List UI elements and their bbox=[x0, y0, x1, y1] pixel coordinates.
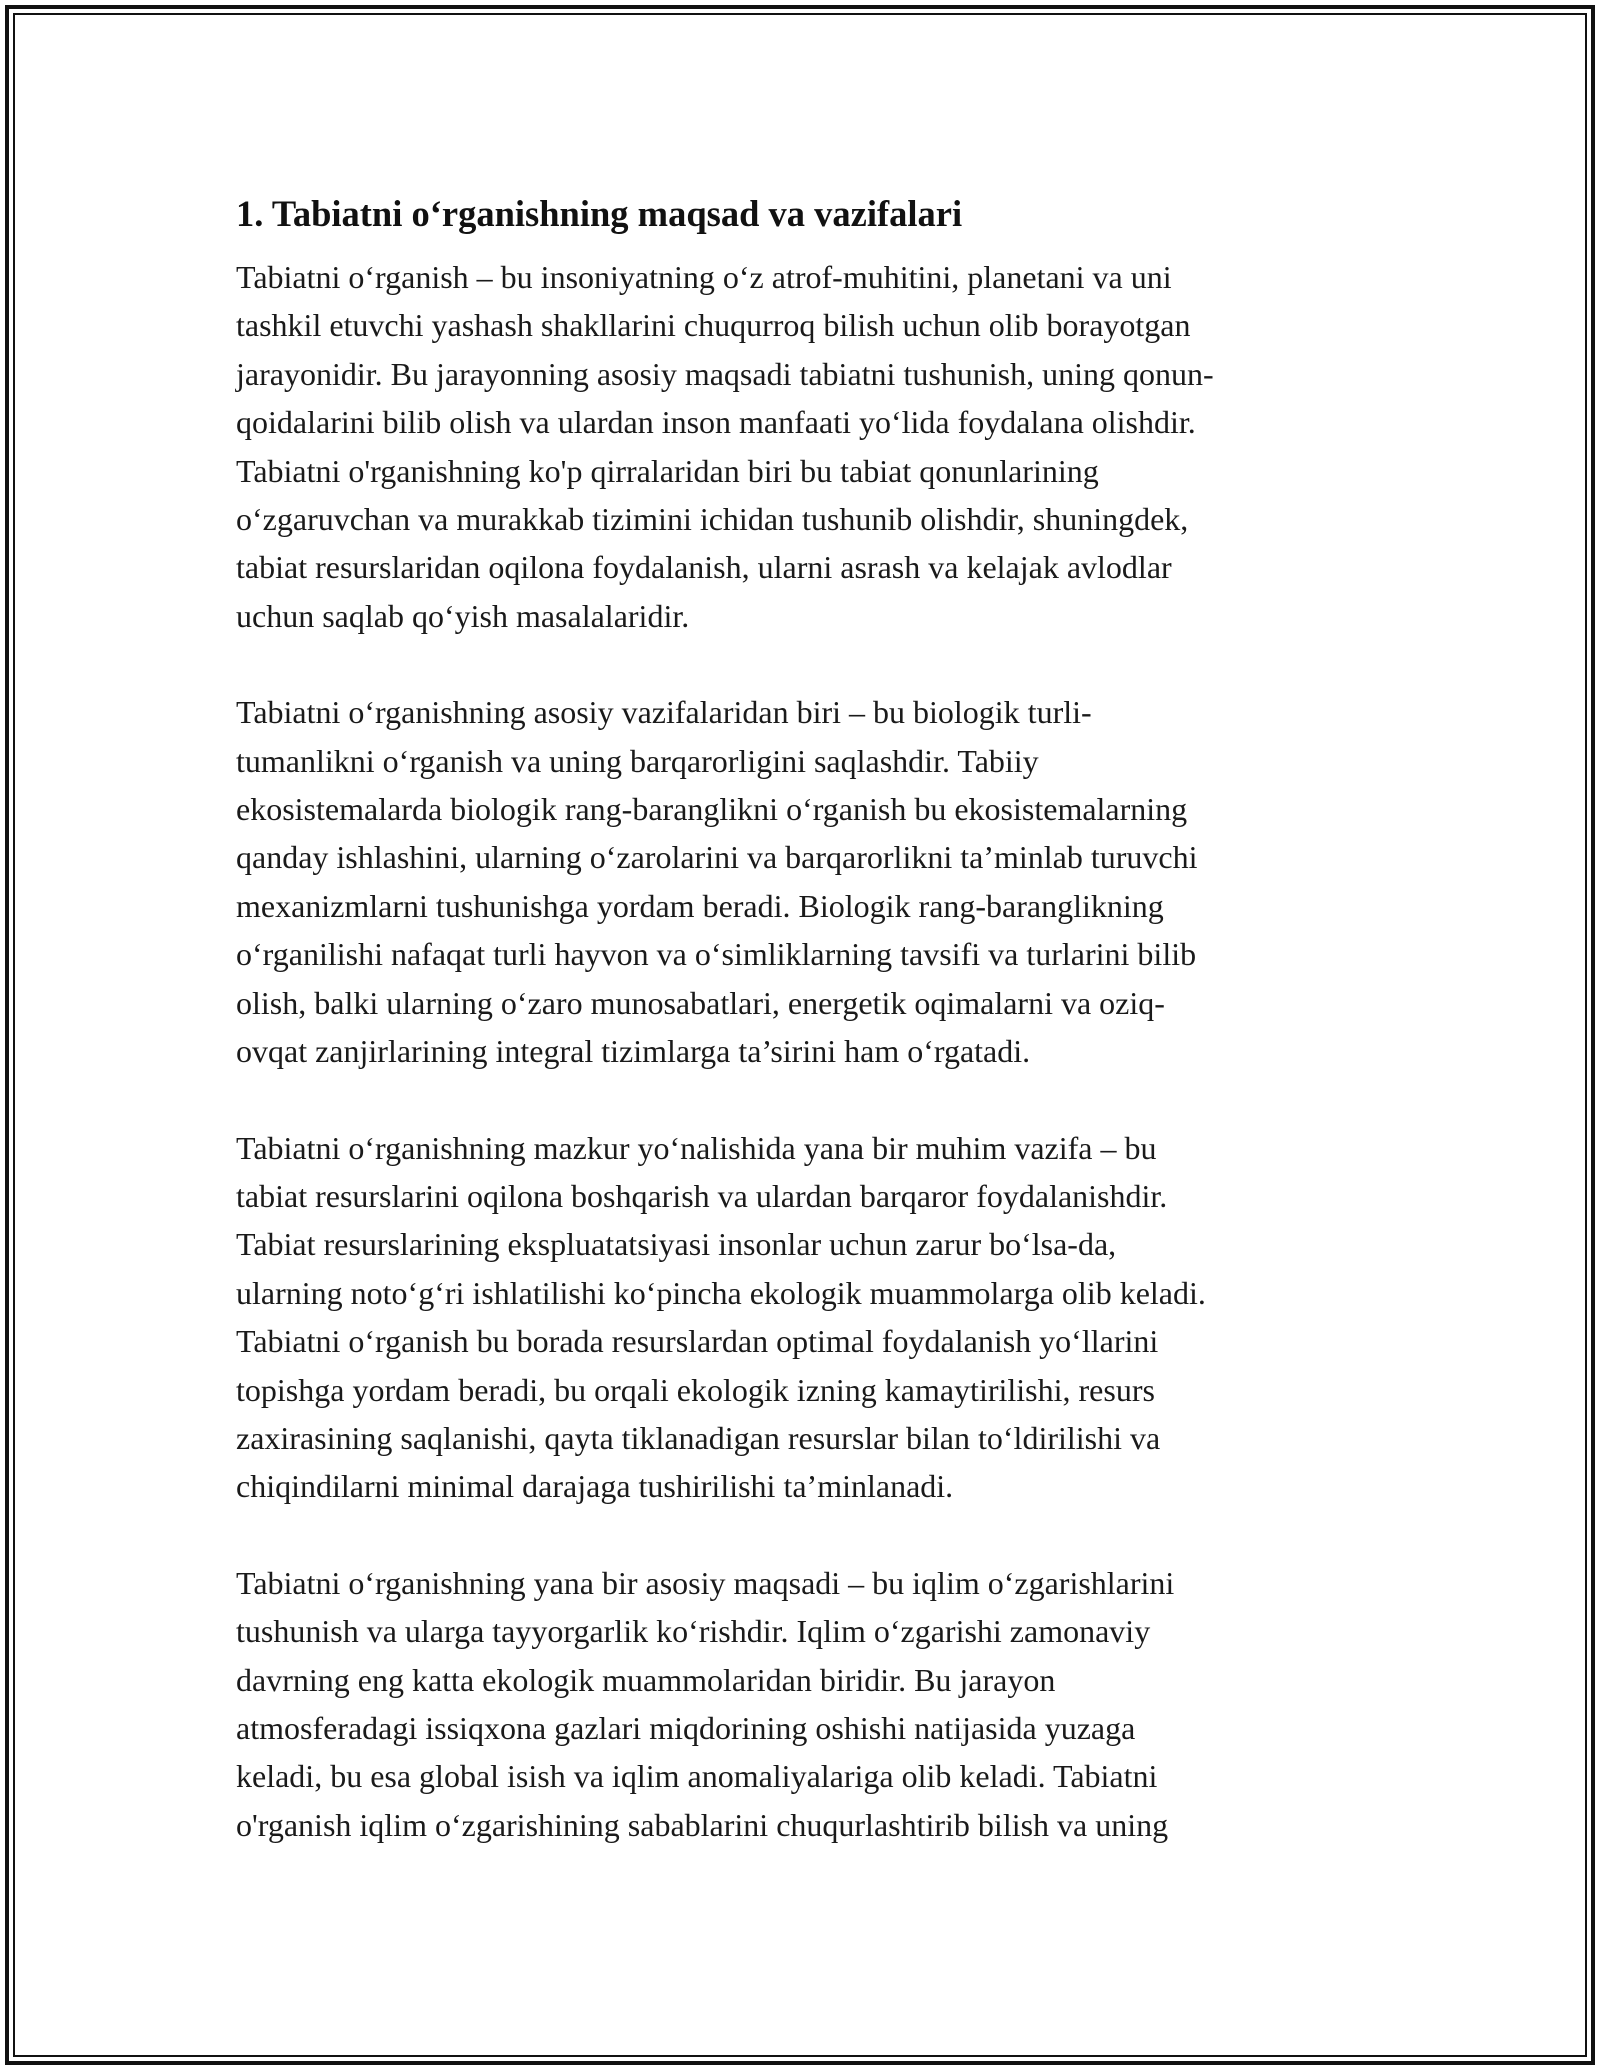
paragraph-climate bbox=[236, 1559, 1366, 1849]
text-line: atmosferadagi issiqxona gazlari miqdorining oshishi natijasida yuzaga bbox=[236, 1709, 1136, 1746]
text-line: topishga yordam beradi, bu orqali ekologik izning kamaytirilishi, resurs bbox=[236, 1371, 1155, 1408]
text-line: ekosistemalarda biologik rang-baranglikni o‘rganish bu ekosistemalarning bbox=[236, 791, 1188, 828]
text-line: jarayonidir. Bu jarayonning asosiy maqsadi tabiatni tushunish, uning qonun- bbox=[236, 355, 1214, 392]
text-line: o‘zgaruvchan va murakkab tizimini ichidan tushunib olishdir, shuningdek, bbox=[236, 501, 1189, 538]
text-line: davrning eng katta ekologik muammolaridan biridir. Bu jarayon bbox=[236, 1661, 1056, 1698]
text-line: chiqindilarni minimal darajaga tushirilishi ta’minlanadi. bbox=[236, 1468, 954, 1505]
text-line: tumanlikni o‘rganish va uning barqarorligini saqlashdir. Tabiiy bbox=[236, 742, 1039, 779]
text-line: tabiat resurslaridan oqilona foydalanish, ularni asrash va kelajak avlodlar bbox=[236, 549, 1172, 586]
text-line: qoidalarini bilib olish va ulardan inson manfaati yo‘lida foydalana olishdir. bbox=[236, 404, 1196, 441]
section-heading: 1. Tabiatni o‘rganishning maqsad va vazifalari bbox=[236, 193, 963, 234]
text-line: keladi, bu esa global isish va iqlim anomaliyalariga olib keladi. Tabiatni bbox=[236, 1758, 1158, 1795]
text-line: qanday ishlashini, ularning o‘zarolarini va barqarorlikni ta’minlab turuvchi bbox=[236, 839, 1198, 876]
text-line: ularning noto‘g‘ri ishlatilishi ko‘pincha ekologik muammolarga olib keladi. bbox=[236, 1274, 1206, 1311]
text-line: olish, balki ularning o‘zaro munosabatlari, energetik oqimalarni va oziq- bbox=[236, 984, 1165, 1021]
text-line: uchun saqlab qo‘yish masalalaridir. bbox=[236, 597, 690, 634]
text-line: o'rganish iqlim o‘zgarishining sabablarini chuqurlashtirib bilish va uning bbox=[236, 1806, 1169, 1843]
paragraph-biodiversity bbox=[236, 688, 1366, 1075]
text-line: tushunish va ularga tayyorgarlik ko‘rishdir. Iqlim o‘zgarishi zamonaviy bbox=[236, 1613, 1151, 1650]
text-line: Tabiatni o'rganishning ko'p qirralaridan biri bu tabiat qonunlarining bbox=[236, 452, 1099, 489]
paragraph-intro bbox=[236, 253, 1366, 640]
text-line: Tabiatni o‘rganishning yana bir asosiy maqsadi – bu iqlim o‘zgarishlarini bbox=[236, 1564, 1175, 1601]
text-line: Tabiatni o‘rganish bu borada resurslardan optimal foydalanish yo‘llarini bbox=[236, 1323, 1159, 1360]
text-line: o‘rganilishi nafaqat turli hayvon va o‘simliklarning tavsifi va turlarini bilib bbox=[236, 936, 1197, 973]
text-line: Tabiatni o‘rganishning asosiy vazifalaridan biri – bu biologik turli- bbox=[236, 694, 1092, 731]
text-line: Tabiat resurslarining ekspluatatsiyasi insonlar uchun zarur bo‘lsa-da, bbox=[236, 1226, 1117, 1263]
text-line: tashkil etuvchi yashash shakllarini chuqurroq bilish uchun olib borayotgan bbox=[236, 307, 1191, 344]
text-line: zaxirasining saqlanishi, qayta tiklanadigan resurslar bilan to‘ldirilishi va bbox=[236, 1419, 1161, 1456]
document-body bbox=[236, 186, 1366, 1849]
text-line: tabiat resurslarini oqilona boshqarish va ulardan barqaror foydalanishdir. bbox=[236, 1177, 1168, 1214]
text-line: Tabiatni o‘rganish – bu insoniyatning o‘z atrof-muhitini, planetani va uni bbox=[236, 259, 1172, 295]
text-line: Tabiatni o‘rganishning mazkur yo‘nalishida yana bir muhim vazifa – bu bbox=[236, 1129, 1157, 1166]
text-line: mexanizmlarni tushunishga yordam beradi. Biologik rang-baranglikning bbox=[236, 887, 1164, 924]
text-line: ovqat zanjirlarining integral tizimlarga ta’sirini ham o‘rgatadi. bbox=[236, 1033, 1031, 1070]
paragraph-resources bbox=[236, 1124, 1366, 1511]
